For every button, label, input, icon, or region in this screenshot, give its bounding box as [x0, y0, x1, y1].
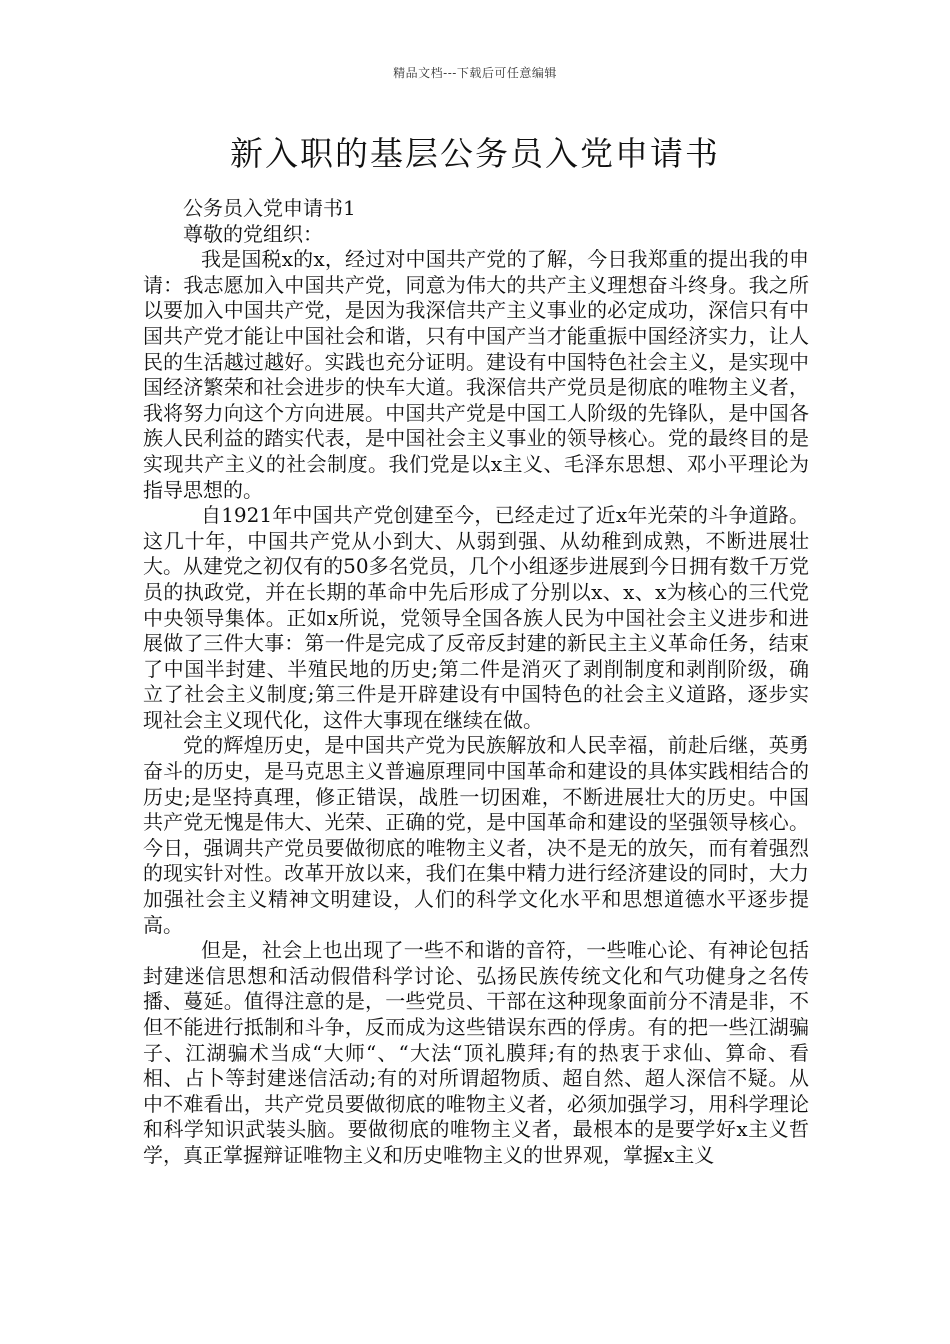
body-paragraph: 党的辉煌历史，是中国共产党为民族解放和人民幸福，前赴后继，英勇奋斗的历史，是马克思主义普遍原理同中国革命和建设的具体实践相结合的历史;是坚持真理，修正错误，战胜一切困难，不断进展壮大的历史。中国共产党无愧是伟大、光荣、正确的党，是中国革命和建设的坚强领导核心。今日，强调共产党员要做彻底的唯物主义者，决不是无的放矢，而有着强烈的现实针对性。改革开放以来，我们在集中精力进行经济建设的同时，大力加强社会主义精神文明建设，人们的科学文化水平和思想道德水平逐步提高。	[143, 733, 809, 937]
section-heading: 公务员入党申请书1	[183, 196, 356, 220]
salutation: 尊敬的党组织：	[183, 221, 323, 246]
document-title: 新入职的基层公务员入党申请书	[230, 134, 720, 173]
body-paragraph: 自1921年中国共产党创建至今，已经走过了近x年光荣的斗争道路。这几十年，中国共产党从小到大、从弱到强、从幼稚到成熟，不断进展壮大。从建党之初仅有的50多名党员，几个小组逐步进展到今日拥有数千万党员的执政党，并在长期的革命中先后形成了分别以x、x、x为核心的三代党中央领导集体。正如x所说，党领导全国各族人民为中国社会主义进步和进展做了三件大事：第一件是完成了反帝反封建的新民主主义革命任务，结束了中国半封建、半殖民地的历史;第二件是消灭了剥削制度和剥削阶级，确立了社会主义制度;第三件是开辟建设有中国特色的社会主义道路，逐步实现社会主义现代化，这件大事现在继续在做。	[143, 503, 809, 732]
body-paragraph: 但是，社会上也出现了一些不和谐的音符，一些唯心论、有神论包括封建迷信思想和活动假借科学讨论、弘扬民族传统文化和气功健身之名传播、蔓延。值得注意的是，一些党员、干部在这种现象面前分不清是非，不但不能进行抵制和斗争，反而成为这些错误东西的俘虏。有的把一些江湖骗子、江湖骗术当成“大师“、“大法“顶礼膜拜;有的热衷于求仙、算命、看相、占卜等封建迷信活动;有的对所谓超物质、超自然、超人深信不疑。从中不难看出，共产党员要做彻底的唯物主义者，必须加强学习，用科学理论和科学知识武装头脑。要做彻底的唯物主义者，最根本的是要学好x主义哲学，真正掌握辩证唯物主义和历史唯物主义的世界观，掌握x主义	[143, 938, 809, 1167]
document-body	[143, 196, 809, 1169]
header-note: 精品文档---下载后可任意编辑	[393, 66, 557, 80]
body-paragraph: 我是国税x的x，经过对中国共产党的了解，今日我郑重的提出我的申请：我志愿加入中国共产党，同意为伟大的共产主义理想奋斗终身。我之所以要加入中国共产党，是因为我深信共产主义事业的必定成功，深信只有中国共产党才能让中国社会和谐，只有中国产当才能重振中国经济实力，让人民的生活越过越好。实践也充分证明。建设有中国特色社会主义，是实现中国经济繁荣和社会进步的快车大道。我深信共产党员是彻底的唯物主义者，我将努力向这个方向进展。中国共产党是中国工人阶级的先锋队，是中国各族人民利益的踏实代表，是中国社会主义事业的领导核心。党的最终目的是实现共产主义的社会制度。我们党是以x主义、毛泽东思想、邓小平理论为指导思想的。	[143, 247, 809, 502]
